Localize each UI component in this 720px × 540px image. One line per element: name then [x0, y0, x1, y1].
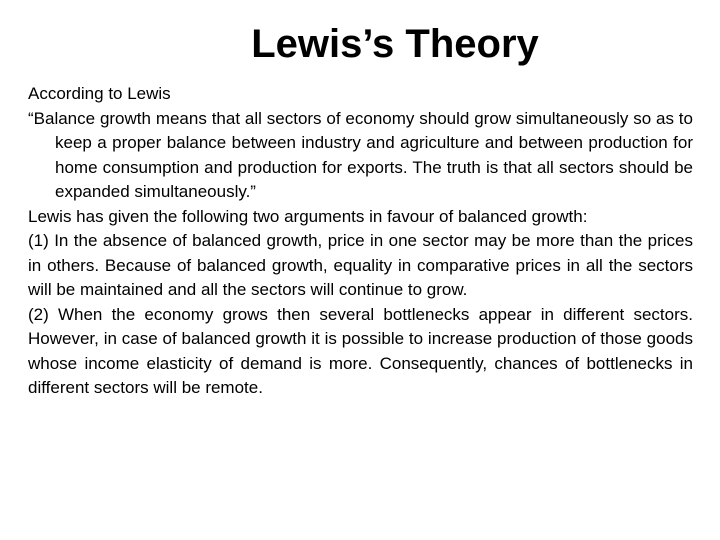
slide-body: [28, 82, 693, 401]
arguments-intro: Lewis has given the following two arguments in favour of balanced growth:: [28, 206, 588, 226]
argument-1: (1) In the absence of balanced growth, price in one sector may be more than the prices in others. Because of balanced growth, equality in comparative prices in all the sectors will be maintained and all the sectors will continue to grow.: [28, 231, 693, 299]
slide-title: Lewis’s Theory: [251, 22, 539, 66]
intro-line: According to Lewis: [28, 84, 171, 103]
lewis-quote: “Balance growth means that all sectors of economy should grow simultaneously so as to keep a proper balance between industry and agriculture and between production for home consumption and production for exports. The truth is that all sectors should be expanded simultaneously.”: [28, 108, 693, 201]
argument-2: (2) When the economy grows then several bottlenecks appear in different sectors. However, in case of balanced growth it is possible to increase production of those goods whose income elasticity of demand is more. Consequently, chances of bottlenecks in different sectors will be remote.: [28, 304, 693, 397]
